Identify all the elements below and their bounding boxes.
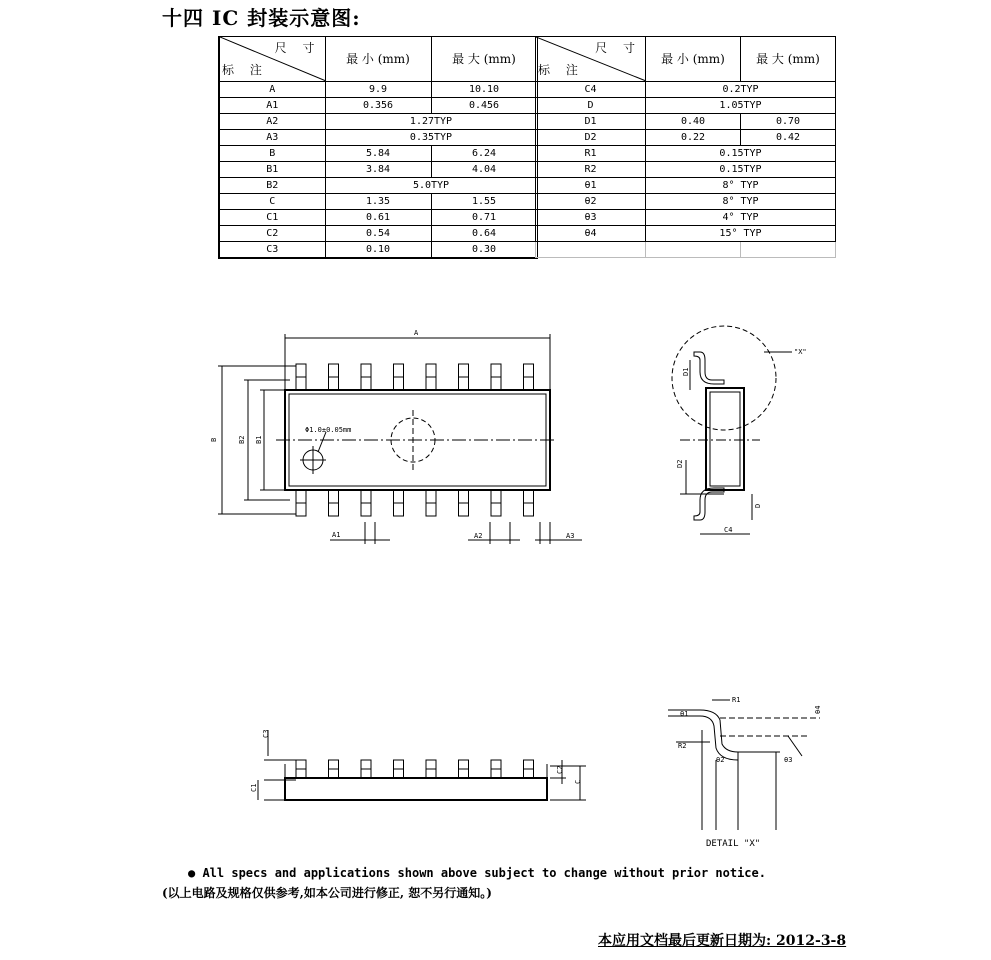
label-r2: R2 bbox=[678, 742, 687, 750]
row-max: 0.456 bbox=[431, 98, 537, 114]
row-label: θ3 bbox=[536, 210, 646, 226]
row-typ-value: 4° TYP bbox=[646, 210, 836, 226]
row-label: D1 bbox=[536, 114, 646, 130]
row-label: C4 bbox=[536, 82, 646, 98]
corner-top-label: 尺 寸 bbox=[595, 41, 641, 55]
dim-label-b1: B1 bbox=[255, 435, 263, 444]
dim-label-c2: C2 bbox=[556, 765, 564, 774]
label-theta1: θ1 bbox=[680, 710, 689, 718]
row-min: 0.40 bbox=[646, 114, 741, 130]
row-max: 4.04 bbox=[431, 162, 537, 178]
row-max: 6.24 bbox=[431, 146, 537, 162]
detail-caption: DETAIL "X" bbox=[706, 839, 761, 849]
row-label: A bbox=[219, 82, 325, 98]
row-typ-value: 1.05TYP bbox=[646, 98, 836, 114]
dim-label-b: B bbox=[210, 437, 218, 442]
row-label: A2 bbox=[219, 114, 325, 130]
dim-label-d2: D2 bbox=[676, 459, 684, 468]
side-view bbox=[672, 326, 792, 534]
row-typ-value: 5.0TYP bbox=[325, 178, 537, 194]
label-theta2: θ2 bbox=[716, 756, 725, 764]
header-min: 最 小 (mm) bbox=[646, 37, 741, 82]
row-min: 5.84 bbox=[325, 146, 431, 162]
row-max: 0.42 bbox=[741, 130, 836, 146]
dim-label-a3: A3 bbox=[566, 532, 575, 540]
last-update: 本应用文档最后更新日期为: 2012-3-8 bbox=[598, 933, 847, 949]
row-min: 0.22 bbox=[646, 130, 741, 146]
detail-x-view bbox=[668, 700, 820, 830]
end-view bbox=[258, 730, 586, 800]
row-typ-value: 0.15TYP bbox=[646, 162, 836, 178]
row-max: 0.71 bbox=[431, 210, 537, 226]
corner-bottom-label: 标 注 bbox=[538, 63, 584, 77]
dim-label-d1: D1 bbox=[682, 367, 690, 376]
row-label: R1 bbox=[536, 146, 646, 162]
row-label: A1 bbox=[219, 98, 325, 114]
label-theta4: θ4 bbox=[814, 705, 822, 714]
row-min: 0.356 bbox=[325, 98, 431, 114]
row-label: D bbox=[536, 98, 646, 114]
row-min: 3.84 bbox=[325, 162, 431, 178]
dim-label-c1: C1 bbox=[250, 783, 258, 792]
notice-text-cn: (以上电路及规格仅供参考,如本公司进行修正, 恕不另行通知。) bbox=[162, 886, 492, 900]
row-min: 0.10 bbox=[325, 242, 431, 259]
dim-label-c3: C3 bbox=[262, 729, 270, 738]
row-label: θ1 bbox=[536, 178, 646, 194]
row-max: 0.70 bbox=[741, 114, 836, 130]
row-label: B1 bbox=[219, 162, 325, 178]
dim-label-b2: B2 bbox=[238, 435, 246, 444]
row-min: 0.61 bbox=[325, 210, 431, 226]
dim-label-a1: A1 bbox=[332, 531, 341, 539]
hole-note: Φ1.0±0.05mm bbox=[305, 426, 352, 434]
row-label: C1 bbox=[219, 210, 325, 226]
page-title: 十四 IC 封装示意图: bbox=[162, 6, 361, 30]
header-max: 最 大 (mm) bbox=[741, 37, 836, 82]
row-max: 1.55 bbox=[431, 194, 537, 210]
row-max: 10.10 bbox=[431, 82, 537, 98]
corner-bottom-label: 标 注 bbox=[222, 63, 268, 77]
dim-label-a: A bbox=[414, 329, 419, 337]
dim-label-c4: C4 bbox=[724, 526, 733, 534]
row-typ-value: 8° TYP bbox=[646, 178, 836, 194]
dim-label-a2: A2 bbox=[474, 532, 483, 540]
row-label: A3 bbox=[219, 130, 325, 146]
header-min: 最 小 (mm) bbox=[325, 37, 431, 82]
row-typ-value: 1.27TYP bbox=[325, 114, 537, 130]
row-label: D2 bbox=[536, 130, 646, 146]
notice-text: ● All specs and applications shown above subject to change without prior notice. bbox=[188, 866, 766, 880]
row-label: C bbox=[219, 194, 325, 210]
label-r1: R1 bbox=[732, 696, 741, 704]
corner-top-label: 尺 寸 bbox=[274, 41, 321, 55]
label-theta3: θ3 bbox=[784, 756, 793, 764]
row-typ-value: 8° TYP bbox=[646, 194, 836, 210]
row-label: B bbox=[219, 146, 325, 162]
row-label: B2 bbox=[219, 178, 325, 194]
row-min: 9.9 bbox=[325, 82, 431, 98]
header-max: 最 大 (mm) bbox=[431, 37, 537, 82]
top-view bbox=[218, 334, 582, 544]
dim-label-d: D bbox=[754, 503, 762, 508]
label-x: "X" bbox=[794, 348, 807, 356]
row-typ-value: 0.2TYP bbox=[646, 82, 836, 98]
row-max: 0.30 bbox=[431, 242, 537, 259]
row-typ-value: 0.15TYP bbox=[646, 146, 836, 162]
row-min: 0.54 bbox=[325, 226, 431, 242]
row-label: θ2 bbox=[536, 194, 646, 210]
row-label: R2 bbox=[536, 162, 646, 178]
row-typ-value: 0.35TYP bbox=[325, 130, 537, 146]
row-label: C2 bbox=[219, 226, 325, 242]
row-label: C3 bbox=[219, 242, 325, 259]
row-min: 1.35 bbox=[325, 194, 431, 210]
row-label: θ4 bbox=[536, 226, 646, 242]
row-typ-value: 15° TYP bbox=[646, 226, 836, 242]
dim-label-c: C bbox=[574, 779, 582, 784]
row-max: 0.64 bbox=[431, 226, 537, 242]
